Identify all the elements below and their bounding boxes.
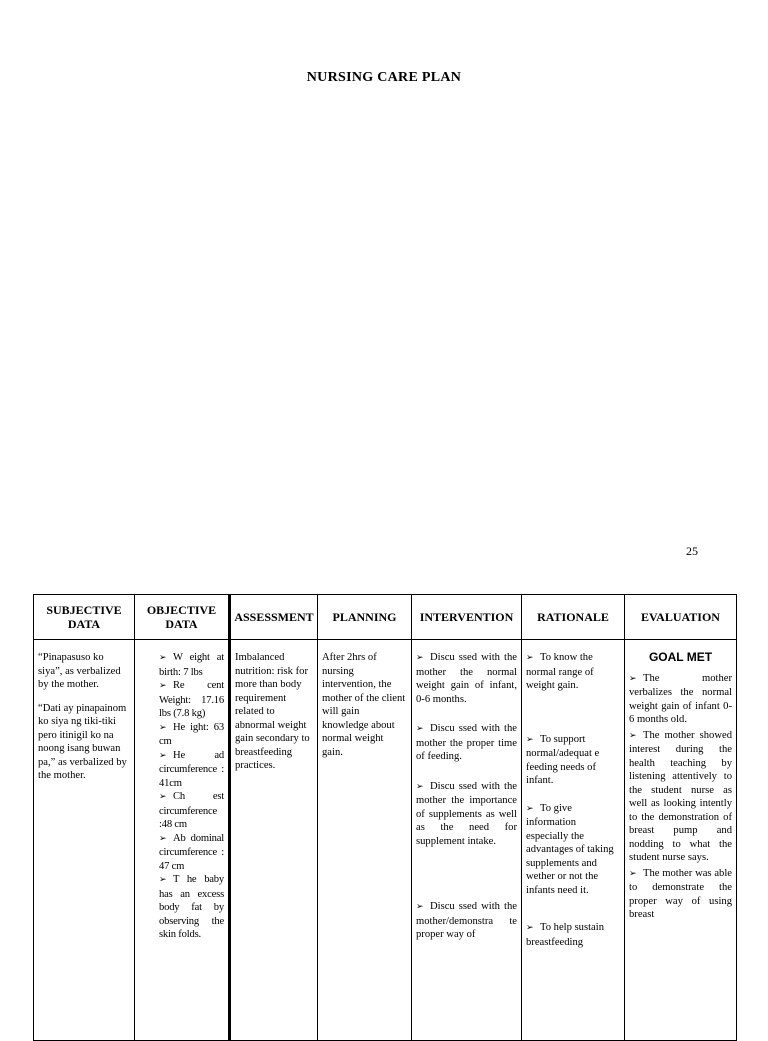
header-intervention: INTERVENTION	[412, 595, 522, 640]
page-title: NURSING CARE PLAN	[306, 70, 462, 85]
subjective-quote: “Pinapasuso ko siya”, as verbalized by the mother.	[38, 652, 121, 690]
page-number: 25	[686, 544, 698, 558]
bullet-arrow-icon: ➢	[416, 902, 424, 912]
rationale-item: ➢ To give information especially the advantages of taking supplements and wether or not the infants need it.	[526, 802, 614, 896]
bullet-arrow-icon: ➢	[159, 750, 167, 761]
intervention-cell	[412, 640, 522, 1041]
header-row	[34, 595, 737, 640]
rationale-cell	[522, 640, 625, 1041]
goal-met-label: GOAL MET	[648, 650, 713, 664]
intervention-item: ➢ Discu ssed with the mother/demonstra te proper way of	[416, 901, 517, 940]
bullet-arrow-icon: ➢	[416, 724, 424, 734]
bullet-arrow-icon: ➢	[159, 653, 167, 663]
assessment-text: Imbalanced nutrition: risk for more than body requirement related to abnormal weight gain secondary to breastfeeding practices.	[235, 652, 310, 771]
objective-item: ➢ Ch est circumference :48 cm	[159, 791, 224, 830]
header-objective: OBJECTIVE DATA	[135, 595, 230, 640]
header-subjective: SUBJECTIVE DATA	[34, 595, 135, 640]
intervention-item: ➢ Discu ssed with the mother the normal weight gain of infant, 0-6 months.	[416, 652, 517, 705]
header-planning: PLANNING	[318, 595, 412, 640]
planning-text: After 2hrs of nursing intervention, the mother of the client will gain knowledge about normal weight gain.	[322, 652, 406, 758]
bullet-arrow-icon: ➢	[416, 781, 424, 792]
objective-cell	[135, 640, 230, 1041]
bullet-arrow-icon: ➢	[159, 722, 167, 733]
bullet-arrow-icon: ➢	[526, 803, 534, 814]
header-rationale: RATIONALE	[522, 595, 625, 640]
planning-cell	[318, 640, 412, 1041]
bullet-arrow-icon: ➢	[526, 923, 534, 933]
care-plan-row	[34, 640, 737, 1041]
bullet-arrow-icon: ➢	[526, 653, 534, 663]
bullet-arrow-icon: ➢	[526, 734, 534, 745]
intervention-item: ➢ Discu ssed with the mother the importance of supplements as well as the need for supplement intake.	[416, 780, 517, 847]
objective-item: ➢ He ight: 63 cm	[159, 721, 224, 747]
bullet-arrow-icon: ➢	[159, 833, 167, 844]
rationale-item: ➢ To support normal/adequat e feeding needs of infant.	[526, 733, 600, 786]
bullet-arrow-icon: ➢	[159, 875, 167, 885]
subjective-cell	[34, 640, 135, 1041]
bullet-arrow-icon: ➢	[629, 868, 637, 879]
header-evaluation: EVALUATION	[625, 595, 737, 640]
assessment-cell	[230, 640, 318, 1041]
bullet-arrow-icon: ➢	[159, 792, 167, 802]
evaluation-cell	[625, 640, 737, 1041]
nursing-care-plan-table	[33, 594, 737, 1041]
bullet-arrow-icon: ➢	[159, 681, 167, 691]
objective-item: ➢ Ab dominal circumference : 47 cm	[159, 832, 224, 872]
objective-item: ➢ Re cent Weight: 17.16 lbs (7.8 kg)	[159, 680, 224, 719]
objective-item: ➢ T he baby has an excess body fat by observing the skin folds.	[159, 874, 224, 940]
evaluation-item: ➢ The mother showed interest during the health teaching by listening attentively to the student nurse as well as looking intently to the demonstration of breast pump and nodding to what the student nurse says.	[629, 729, 732, 863]
bullet-arrow-icon: ➢	[629, 673, 637, 684]
bullet-arrow-icon: ➢	[416, 653, 424, 663]
rationale-item: ➢ To help sustain breastfeeding	[526, 922, 604, 948]
evaluation-item: ➢ The mother verbalizes the normal weight gain of infant 0-6 months old.	[629, 672, 732, 725]
subjective-quote: “Dati ay pinapainom ko siya ng tiki-tiki pero itinigil ko na noong isang buwan pa,” as verbalized by the mother.	[38, 702, 127, 781]
rationale-item: ➢ To know the normal range of weight gain.	[526, 652, 594, 691]
objective-item: ➢ W eight at birth: 7 lbs	[159, 652, 224, 678]
objective-item: ➢ He ad circumference : 41cm	[159, 749, 224, 789]
bullet-arrow-icon: ➢	[629, 730, 637, 741]
intervention-item: ➢ Discu ssed with the mother the proper time of feeding.	[416, 723, 517, 762]
header-assessment: ASSESSMENT	[230, 595, 318, 640]
evaluation-item: ➢ The mother was able to demonstrate the proper way of using breast	[629, 867, 732, 920]
